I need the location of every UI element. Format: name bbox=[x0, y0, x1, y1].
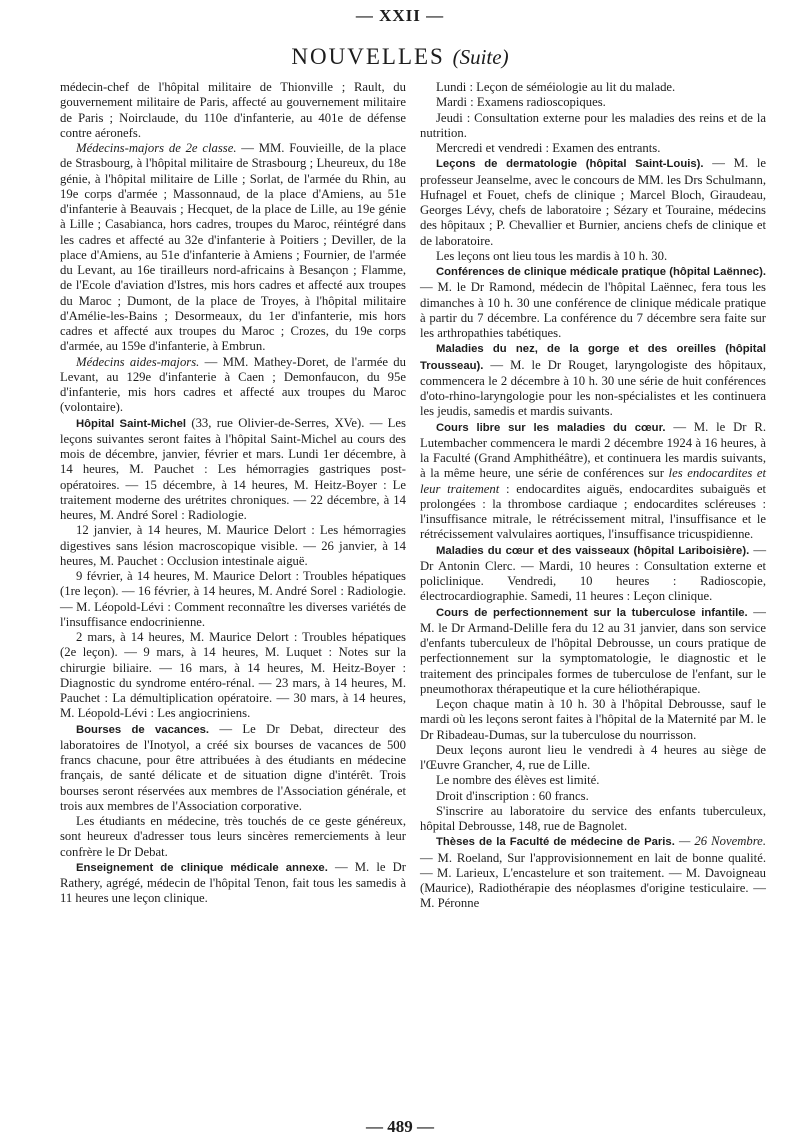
paragraph-text: — MM. Mathey-Doret, de l'armée du Levant, au 129e d'infanterie à Caen ; Demonfaucon, du 95e d'infanterie, mis hors cadres et affecté aux troupes du Maroc (volontaire). bbox=[60, 354, 406, 415]
left-column bbox=[60, 80, 406, 907]
paragraph: Deux leçons auront lieu le vendredi à 4 heures au siège de l'Œuvre Grancher, 4, rue de Lille. bbox=[420, 742, 766, 772]
paragraph: 2 mars, à 14 heures, M. Maurice Delort : Troubles hépatiques (2e leçon). — 9 mars, à 14 heures, M. Luquet : Notes sur la chirurgie biliaire. — 16 mars, à 14 heures, M. Heitz-Boyer : Diagnostic du syndrome entéro-rénal. — 23 mars, à 14 heures, M. Pauchet : La démultiplication opératoire. — 30 mars, à 14 heures, M. Léopold-Lévi : Les angiocriniens. bbox=[60, 630, 406, 721]
italic-title: les endocardites et leur traitement bbox=[420, 466, 766, 496]
paragraph bbox=[420, 605, 766, 698]
section-heading: Hôpital Saint-Michel bbox=[76, 417, 187, 430]
paragraph bbox=[60, 416, 406, 524]
paragraph bbox=[420, 264, 766, 341]
paragraph: Leçon chaque matin à 10 h. 30 à l'hôpital Debrousse, sauf le mardi où les leçons seront faites à l'hôpital de la Maternité par M. le Dr Ribadeau-Dumas, sur la tuberculose du nourrisson. bbox=[420, 697, 766, 742]
paragraph-text: — Le Dr Debat, directeur des laboratoires de l'Inotyol, a créé six bourses de vacances de 500 francs chacune, pour être attribuées à des étudiants en médecine français, de santé délicate et de situation digne d'intérêt. Trois bourses seront réservées aux membres de l'Association générale, et trois aux membres de l'Association corporative. bbox=[60, 721, 406, 813]
section-heading: Médecins-majors de 2e classe. bbox=[76, 141, 237, 155]
paragraph: 12 janvier, à 14 heures, M. Maurice Delort : Les hémorragies digestives sans lésion macroscopique visible. — 26 janvier, à 14 heures, M. Pauchet : Occlusion intestinale aiguë. bbox=[60, 523, 406, 568]
paragraph bbox=[60, 860, 406, 907]
paragraph bbox=[60, 722, 406, 815]
paragraph: 9 février, à 14 heures, M. Maurice Delort : Troubles hépatiques (1re leçon). — 16 février, à 14 heures, M. André Sorel : Radiologie. — M. Léopold-Lévi : Comment reconnaître les diverses variétés de l'insuffisance endocrinienne. bbox=[60, 569, 406, 629]
paragraph-text: — M. le Dr Ramond, médecin de l'hôpital Laënnec, fera tous les dimanches à 10 h. 30 une conférence de clinique médicale pratique à partir du 7 décembre. La conférence du 7 décembre sera faite sur les arthropathies tabétiques. bbox=[420, 280, 766, 340]
title-suite: (Suite) bbox=[452, 45, 509, 69]
paragraph-text: : endocardites aiguës, endocardites subaiguës et prolongées : la thrombose cardiaque ; endocardites scléreuses : l'insuffisance mitrale, le rétrécissement mitral, l'insuffisance et le rétrécissement valvulaires aortiques, l'insuffisance tricuspidienne. bbox=[420, 481, 767, 542]
paragraph-text: — Dr Antonin Clerc. — Mardi, 10 heures : Consultation externe et policlinique. Vendredi, 10 heures : Radioscopie, électrocardiographie. Samedi, 11 heures : Leçon clinique. bbox=[420, 542, 767, 604]
section-heading: Cours de perfectionnement sur la tuberculose infantile. bbox=[436, 606, 748, 619]
paragraph: Mardi : Examens radioscopiques. bbox=[436, 95, 606, 110]
paragraph-text: — MM. Fouvieille, de la place de Strasbourg, à l'hôpital militaire de Strasbourg ; Lheureux, du 18e génie, à l'hôpital militaire de Lille ; Sorlat, de l'armée du Rhin, au 19e corps d'armée ; Massonnaud, de la place d'Amiens, au 51e d'infanterie à Beauvais ; Hecquet, de la place de Lille, au 19e génie à Lille ; Casabianca, hors cadres, troupes du Maroc, réintégré dans les cadres et affecté au 32e d'infanterie à Poitiers ; Deviller, de la place d'Amiens, au 51e d'infanterie à Amiens ; Fournier, de l'armée du Levant, au 16e tirailleurs nord-africains à Besançon ; Flamme, de l'Ecole d'aviation d'Istres, mis hors cadres et affecté aux troupes du Maroc ; Dumont, de la place de Troyes, à l'hôpital militaire d'Amélie-les-Bains ; Desormeaux, du 1er d'infanterie, mis hors cadres et affecté aux troupes du Maroc ; Crozes, du 19e corps d'armée, au 159e d'infanterie, à Embrun. bbox=[60, 141, 406, 354]
section-heading: Médecins aides-majors. bbox=[76, 354, 200, 369]
right-column bbox=[420, 80, 766, 912]
page-number: — 489 — bbox=[366, 1117, 434, 1136]
paragraph-text: — M. Roeland, Sur l'approvisionnement en lait de bonne qualité. — M. Larieux, L'encastelure et son traitement. — M. Davoigneau (Maurice), Radiothérapie des néoplasmes d'origine testiculaire. — M. Péronne bbox=[420, 850, 766, 911]
paragraph bbox=[60, 141, 406, 355]
paragraph: Mercredi et vendredi : Examen des entrants. bbox=[436, 141, 661, 155]
title-main: NOUVELLES bbox=[291, 44, 445, 69]
paragraph: médecin-chef de l'hôpital militaire de Thionville ; Rault, du gouvernement militaire de Paris, affecté au gouvernement militaire de Paris ; Noirclaude, du 110e d'infanterie, au 401e de défense contre aéronefs. bbox=[60, 80, 406, 140]
paragraph-text: — M. le Dr Rouget, laryngologiste des hôpitaux, commencera le 2 décembre à 10 h. 30 une série de huit conférences d'oto-rhino-laryngologie pour les non-spécialistes et les continuera les jeudis, samedis et mardis suivants. bbox=[420, 357, 766, 419]
paragraph bbox=[60, 355, 406, 416]
paragraph-text: — M. le professeur Jeanselme, avec le concours de MM. les Drs Schulmann, Hufnagel et Fouet, chefs de clinique ; Marcel Bloch, Giraudeau, Georges Lévy, chefs de laboratoire ; Sézary et Touraine, médecins des hôpitaux ; P. Chevallier et Burnier, anciens chefs de clinique et de laboratoire. bbox=[420, 156, 766, 248]
date-text: — 26 Novembre. bbox=[674, 834, 766, 849]
paragraph bbox=[420, 420, 766, 543]
paragraph: S'inscrire au laboratoire du service des enfants tuberculeux, hôpital Debrousse, 148, rue de Bagnolet. bbox=[420, 803, 766, 833]
paragraph bbox=[420, 834, 766, 911]
paragraph-text: — M. le Dr R. Lutembacher commencera le mardi 2 décembre 1924 à 16 heures, à la Faculté (Grand Amphithéâtre), et continuera les mardis suivants, à la même heure, une série de conférences sur bbox=[420, 419, 766, 481]
paragraph-text: (33, rue Olivier-de-Serres, XVe). — Les leçons suivantes seront faites à l'hôpital Saint-Michel au cours des mois de décembre, janvier, février et mars. Lundi 1er décembre, à 14 heures, M. Pauchet : Les hémorragies gastriques post-opératoires. — 15 décembre, à 14 heures, M. Heitz-Boyer : Le traitement moderne des urétrites chroniques. — 22 décembre, à 14 heures, M. André Sorel : Radiologie. bbox=[60, 415, 406, 522]
paragraph: Les étudiants en médecine, très touchés de ce geste généreux, sont heureux d'adresser tous leurs sincères remerciements à leur confrère le Dr Debat. bbox=[60, 814, 406, 859]
paragraph bbox=[420, 156, 766, 249]
paragraph: Le nombre des élèves est limité. bbox=[436, 773, 600, 788]
paragraph: Les leçons ont lieu tous les mardis à 10 h. 30. bbox=[436, 248, 668, 263]
paragraph: Droit d'inscription : 60 francs. bbox=[436, 788, 589, 803]
paragraph bbox=[420, 543, 766, 605]
section-heading: Leçons de dermatologie (hôpital Saint-Louis). bbox=[436, 158, 704, 171]
paragraph-text: — M. le Dr Armand-Delille fera du 12 au 31 janvier, dans son service d'enfants tuberculeux de l'hôpital Debrousse, un cours pratique de perfectionnement sur la symptomatologie, le diagnostic et le traitement des principales formes de tuberculose de l'enfant, sur le pneumothorax thérapeutique et la cure héliothérapique. bbox=[420, 604, 766, 696]
section-heading: Conférences de clinique médicale pratique (hôpital Laënnec). bbox=[436, 266, 766, 278]
paragraph: Lundi : Leçon de séméiologie au lit du malade. bbox=[436, 80, 676, 94]
page-number-roman: — XXII — bbox=[355, 6, 445, 25]
section-heading: Enseignement de clinique médicale annexe. bbox=[76, 861, 328, 874]
section-heading: Maladies du cœur et des vaisseaux (hôpital Lariboisière). bbox=[436, 544, 750, 557]
section-heading: Thèses de la Faculté de médecine de Paris. bbox=[436, 836, 675, 849]
paragraph-text: — M. le Dr Rathery, agrégé, médecin de l'hôpital Tenon, fait tous les samedis à 11 heures une leçon clinique. bbox=[60, 859, 406, 906]
section-heading: Bourses de vacances. bbox=[76, 723, 210, 736]
page-title bbox=[0, 44, 800, 70]
section-heading: Cours libre sur les maladies du cœur. bbox=[436, 421, 666, 434]
section-heading: Maladies du nez, de la gorge et des oreilles (hôpital Trousseau). bbox=[420, 343, 766, 372]
paragraph: Jeudi : Consultation externe pour les maladies des reins et de la nutrition. bbox=[420, 110, 766, 140]
paragraph bbox=[420, 341, 766, 419]
